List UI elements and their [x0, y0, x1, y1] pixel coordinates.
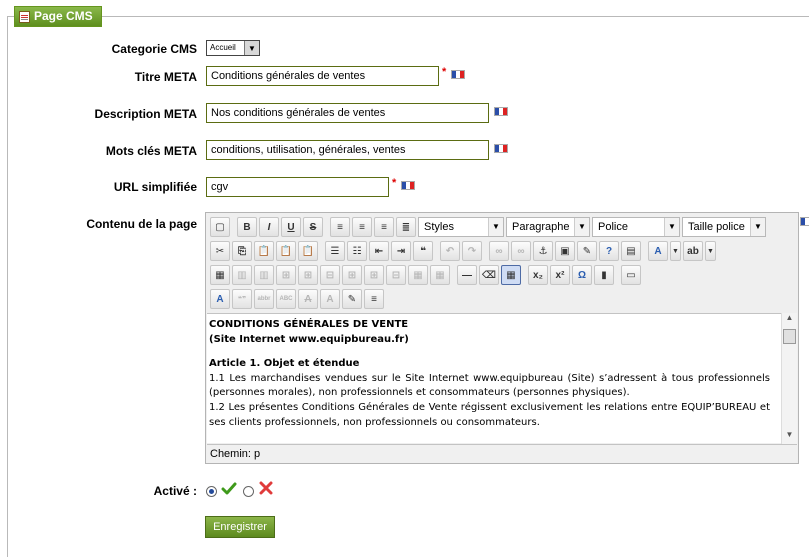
content-label: Contenu de la page — [86, 217, 197, 231]
page-break-icon[interactable]: ≡ — [364, 289, 384, 309]
col-after-icon[interactable]: ⊞ — [364, 265, 384, 285]
split-cells-icon[interactable]: ▦ — [408, 265, 428, 285]
new-document-icon[interactable]: ▢ — [210, 217, 230, 237]
align-center-icon[interactable]: ≡ — [352, 217, 372, 237]
meta-keywords-input[interactable] — [206, 140, 489, 160]
chevron-down-icon: ▼ — [664, 218, 679, 236]
check-icon — [221, 482, 237, 496]
meta-description-label: Description META — [94, 107, 197, 121]
eraser-icon[interactable]: ⌫ — [479, 265, 499, 285]
scroll-down-icon[interactable]: ▼ — [785, 430, 794, 439]
superscript-icon[interactable]: x² — [550, 265, 570, 285]
content-paragraph: 1.2 Les présentes Conditions Générales de Vente régissent exclusivement les relations entre EQUIP’BUREAU et ses clients professionnels, non professionnels ou consommateurs. — [209, 401, 770, 428]
table-cell-props-icon[interactable]: ▥ — [254, 265, 274, 285]
del-icon[interactable]: A — [298, 289, 318, 309]
col-before-icon[interactable]: ⊞ — [342, 265, 362, 285]
content-paragraph: 1.1 Les marchandises vendues sur le Site Internet www.equipbureau (Site) s’adressent à tous professionnels (personnes morales), non professionnels et consommateurs (personnes physiques). — [209, 372, 770, 399]
chevron-down-icon: ▼ — [488, 218, 503, 236]
french-flag-icon[interactable] — [494, 107, 508, 116]
fieldset-legend — [14, 6, 102, 27]
table-insert-icon[interactable]: ▦ — [210, 265, 230, 285]
friendly-url-label: URL simplifiée — [113, 180, 197, 194]
cleanup-icon[interactable]: ✎ — [577, 241, 597, 261]
horizontal-rule-icon[interactable]: — — [457, 265, 477, 285]
outdent-icon[interactable]: ⇤ — [369, 241, 389, 261]
font-dropdown-label: Police — [598, 221, 628, 233]
numbered-list-icon[interactable]: ☷ — [347, 241, 367, 261]
cut-icon[interactable]: ✂ — [210, 241, 230, 261]
delete-col-icon[interactable]: ⊟ — [386, 265, 406, 285]
copy-icon[interactable]: ⎘ — [232, 241, 252, 261]
paste-text-icon[interactable]: 📋 — [276, 241, 296, 261]
french-flag-icon[interactable] — [494, 144, 508, 153]
chevron-down-icon: ▼ — [574, 218, 589, 236]
delete-row-icon[interactable]: ⊟ — [320, 265, 340, 285]
bullet-list-icon[interactable]: ☰ — [325, 241, 345, 261]
image-icon[interactable]: ▣ — [555, 241, 575, 261]
scroll-thumb[interactable] — [783, 329, 796, 344]
subscript-icon[interactable]: x₂ — [528, 265, 548, 285]
blockquote-icon[interactable]: ❝ — [413, 241, 433, 261]
friendly-url-input[interactable] — [206, 177, 389, 197]
chevron-down-icon: ▼ — [750, 218, 765, 236]
styles-dropdown[interactable] — [418, 217, 504, 237]
align-right-icon[interactable]: ≡ — [374, 217, 394, 237]
styles-dropdown-label: Styles — [424, 221, 454, 233]
font-size-dropdown[interactable] — [682, 217, 766, 237]
indent-icon[interactable]: ⇥ — [391, 241, 411, 261]
attributes-icon[interactable]: ✎ — [342, 289, 362, 309]
abbr-icon[interactable]: abbr — [254, 289, 274, 309]
text-color-icon[interactable]: A — [648, 241, 668, 261]
bold-icon[interactable]: B — [237, 217, 257, 237]
redo-icon[interactable]: ↷ — [462, 241, 482, 261]
scroll-up-icon[interactable]: ▲ — [785, 313, 794, 322]
chevron-down-icon[interactable]: ▼ — [244, 41, 259, 55]
cross-icon — [259, 481, 273, 495]
font-size-dropdown-label: Taille police — [688, 221, 745, 233]
required-asterisk: * — [392, 177, 397, 189]
document-edit-icon — [19, 11, 30, 23]
unlink-icon[interactable]: ∞ — [511, 241, 531, 261]
italic-icon[interactable]: I — [259, 217, 279, 237]
format-dropdown-label: Paragraphe — [512, 221, 570, 233]
style-props-icon[interactable]: A — [210, 289, 230, 309]
editor-content-area[interactable] — [207, 313, 784, 443]
special-char-icon[interactable]: Ω — [572, 265, 592, 285]
active-label: Activé : — [153, 484, 197, 498]
french-flag-icon[interactable] — [800, 217, 809, 226]
underline-icon[interactable]: U — [281, 217, 301, 237]
meta-keywords-label: Mots clés META — [105, 144, 197, 158]
chevron-down-icon[interactable]: ▼ — [670, 241, 681, 261]
required-asterisk: * — [442, 66, 447, 78]
paste-icon[interactable]: 📋 — [254, 241, 274, 261]
visual-aid-icon[interactable]: ▦ — [501, 265, 521, 285]
meta-description-input[interactable] — [206, 103, 489, 123]
row-after-icon[interactable]: ⊞ — [298, 265, 318, 285]
editor-path-status: Chemin: p — [207, 444, 797, 463]
merge-cells-icon[interactable]: ▦ — [430, 265, 450, 285]
font-dropdown[interactable] — [592, 217, 680, 237]
full-screen-icon[interactable]: ▭ — [621, 265, 641, 285]
table-row-props-icon[interactable]: ▥ — [232, 265, 252, 285]
format-dropdown[interactable] — [506, 217, 590, 237]
strikethrough-icon[interactable]: S — [303, 217, 323, 237]
acronym-icon[interactable]: ABC — [276, 289, 296, 309]
cite-icon[interactable]: ❝❞ — [232, 289, 252, 309]
content-article-title: Article 1. Objet et étendue — [209, 358, 360, 370]
align-justify-icon[interactable]: ≣ — [396, 217, 416, 237]
chevron-down-icon[interactable]: ▼ — [705, 241, 716, 261]
meta-title-input[interactable] — [206, 66, 439, 86]
save-button[interactable]: Enregistrer — [205, 516, 275, 538]
paste-word-icon[interactable]: 📋 — [298, 241, 318, 261]
content-subheading: (Site Internet www.equipbureau.fr) — [209, 333, 409, 345]
media-icon[interactable]: ▮ — [594, 265, 614, 285]
align-left-icon[interactable]: ≡ — [330, 217, 350, 237]
category-select[interactable] — [206, 40, 260, 56]
row-before-icon[interactable]: ⊞ — [276, 265, 296, 285]
category-label: Categorie CMS — [111, 42, 197, 56]
active-yes-radio[interactable] — [206, 486, 217, 497]
meta-title-label: Titre META — [134, 70, 197, 84]
link-icon[interactable]: ∞ — [489, 241, 509, 261]
editor-scrollbar[interactable] — [781, 313, 797, 444]
help-icon[interactable]: ? — [599, 241, 619, 261]
html-source-icon[interactable]: ▤ — [621, 241, 641, 261]
category-select-value: Accueil — [210, 43, 236, 52]
rich-text-editor — [205, 212, 799, 464]
legend-title: Page CMS — [34, 9, 93, 23]
french-flag-icon[interactable] — [401, 181, 415, 190]
undo-icon[interactable]: ↶ — [440, 241, 460, 261]
ins-icon[interactable]: A — [320, 289, 340, 309]
active-no-radio[interactable] — [243, 486, 254, 497]
anchor-icon[interactable]: ⚓ — [533, 241, 553, 261]
content-heading: CONDITIONS GÉNÉRALES DE VENTE — [209, 319, 409, 330]
french-flag-icon[interactable] — [451, 70, 465, 79]
highlight-color-icon[interactable]: ab — [683, 241, 703, 261]
